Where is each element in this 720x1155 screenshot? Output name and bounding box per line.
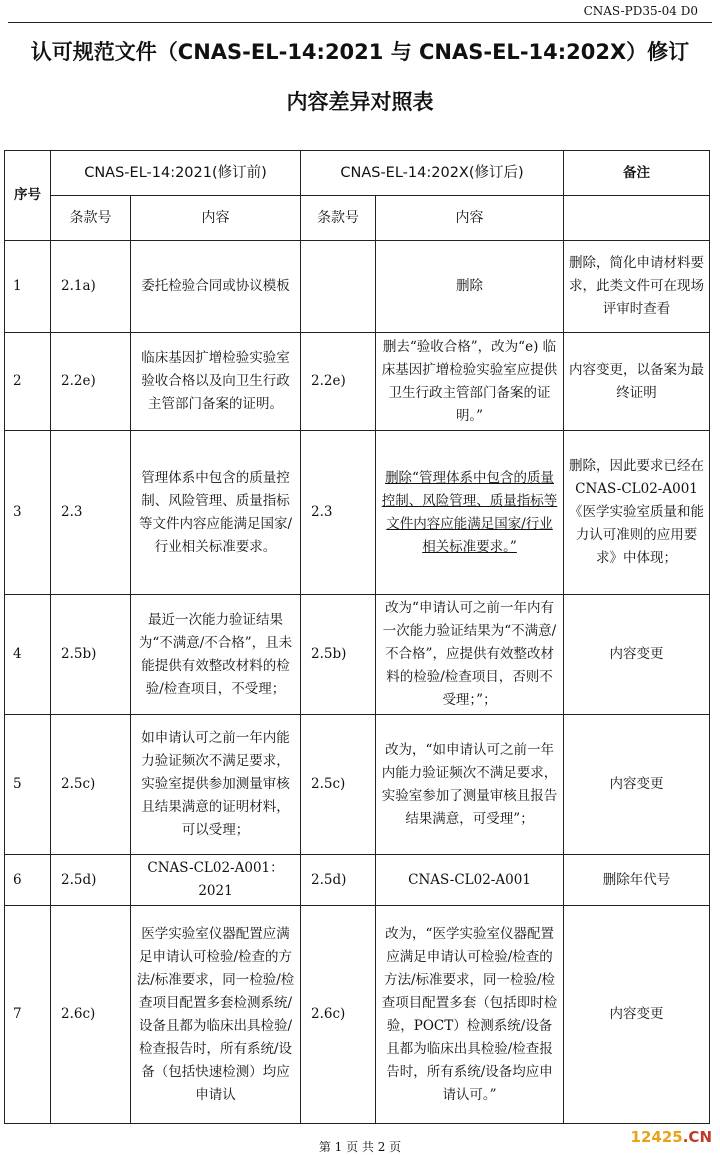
document-title-line1: 认可规范文件（CNAS-EL-14:2021 与 CNAS-EL-14:202X）修订 — [30, 40, 690, 64]
row-new-content: 删去“验收合格”，改为“e) 临床基因扩增检验实验室应提供卫生行政主管部门备案的证明。” — [376, 333, 564, 431]
row-new-clause: 2.5c) — [301, 715, 376, 855]
row-old-content: 管理体系中包含的质量控制、风险管理、质量指标等文件内容应能满足国家/行业相关标准要求。 — [131, 431, 301, 595]
row-old-content: 医学实验室仪器配置应满足申请认可检验/检查的方法/标准要求，同一检验/检查项目配置多套检测系统/设备且都为临床出具检验/检查报告时，所有系统/设备（包括快速检测）均应申请认 — [131, 906, 301, 1124]
row-note: 删除，因此要求已经在CNAS-CL02-A001《医学实验室质量和能力认可准则的应用要求》中体现； — [564, 431, 710, 595]
revision-comparison-table — [4, 150, 710, 1124]
table-row — [5, 855, 710, 906]
row-new-clause: 2.5d) — [301, 855, 376, 906]
row-note: 内容变更 — [564, 715, 710, 855]
row-old-content: 委托检验合同或协议模板 — [131, 241, 301, 333]
row-old-content: 最近一次能力验证结果为“不满意/不合格”，且未能提供有效整改材料的检验/检查项目，不受理； — [131, 595, 301, 715]
table-row — [5, 431, 710, 595]
table-row — [5, 333, 710, 431]
header-old-version: CNAS-EL-14:2021(修订前) — [51, 151, 301, 196]
row-new-content: 删除 — [376, 241, 564, 333]
row-old-clause: 2.1a) — [51, 241, 131, 333]
header-new-version: CNAS-EL-14:202X(修订后) — [301, 151, 564, 196]
row-old-clause: 2.5d) — [51, 855, 131, 906]
row-seq: 3 — [5, 431, 51, 595]
row-new-content: 改为，“如申请认可之前一年内能力验证频次不满足要求，实验室参加了测量审核且报告结果满意，可受理”； — [376, 715, 564, 855]
row-new-clause: 2.3 — [301, 431, 376, 595]
row-new-clause: 2.5b) — [301, 595, 376, 715]
row-seq: 7 — [5, 906, 51, 1124]
row-old-clause: 2.6c) — [51, 906, 131, 1124]
row-seq: 6 — [5, 855, 51, 906]
row-note: 内容变更，以备案为最终证明 — [564, 333, 710, 431]
row-old-clause: 2.3 — [51, 431, 131, 595]
row-new-clause: 2.6c) — [301, 906, 376, 1124]
header-old-clause: 条款号 — [51, 196, 131, 241]
row-note: 删除年代号 — [564, 855, 710, 906]
header-rule — [8, 22, 712, 23]
row-old-clause: 2.5b) — [51, 595, 131, 715]
header-note-empty — [564, 196, 710, 241]
row-new-content: 改为，“医学实验室仪器配置应满足申请认可检验/检查的方法/标准要求，同一检验/检查项目配置多套（包括即时检验，POCT）检测系统/设备且都为临床出具检验/检查报告时，所有系统/设备均应申请认可。” — [376, 906, 564, 1124]
document-code: CNAS-PD35-04 D0 — [583, 4, 698, 18]
table-row — [5, 906, 710, 1124]
row-note: 删除，简化申请材料要求，此类文件可在现场评审时查看 — [564, 241, 710, 333]
watermark-domain: .CN — [682, 1128, 712, 1146]
site-watermark — [631, 1128, 712, 1146]
row-new-content: CNAS-CL02-A001 — [376, 855, 564, 906]
row-note: 内容变更 — [564, 906, 710, 1124]
row-old-content: CNAS-CL02-A001：2021 — [131, 855, 301, 906]
row-new-content: 删除“管理体系中包含的质量控制、风险管理、质量指标等文件内容应能满足国家/行业相关标准要求。” — [376, 431, 564, 595]
row-new-clause — [301, 241, 376, 333]
table-row — [5, 241, 710, 333]
row-seq: 4 — [5, 595, 51, 715]
table-row — [5, 595, 710, 715]
row-old-content: 临床基因扩增检验实验室验收合格以及向卫生行政主管部门备案的证明。 — [131, 333, 301, 431]
document-title-line2: 内容差异对照表 — [286, 90, 434, 114]
row-old-clause: 2.5c) — [51, 715, 131, 855]
header-new-content: 内容 — [376, 196, 564, 241]
header-old-content: 内容 — [131, 196, 301, 241]
row-seq: 5 — [5, 715, 51, 855]
header-note: 备注 — [564, 151, 710, 196]
page-footer: 第 1 页 共 2 页 — [318, 1140, 402, 1154]
row-old-content: 如申请认可之前一年内能力验证频次不满足要求，实验室提供参加测量审核且结果满意的证明材料，可以受理； — [131, 715, 301, 855]
row-old-clause: 2.2e) — [51, 333, 131, 431]
header-seq: 序号 — [5, 151, 51, 241]
header-new-clause: 条款号 — [301, 196, 376, 241]
row-seq: 2 — [5, 333, 51, 431]
row-new-clause: 2.2e) — [301, 333, 376, 431]
table-row — [5, 715, 710, 855]
watermark-number: 12425 — [630, 1128, 683, 1146]
row-seq: 1 — [5, 241, 51, 333]
row-new-content: 改为“申请认可之前一年内有一次能力验证结果为“不满意/不合格”，应提供有效整改材料的检验/检查项目，否则不受理；”； — [376, 595, 564, 715]
row-note: 内容变更 — [564, 595, 710, 715]
